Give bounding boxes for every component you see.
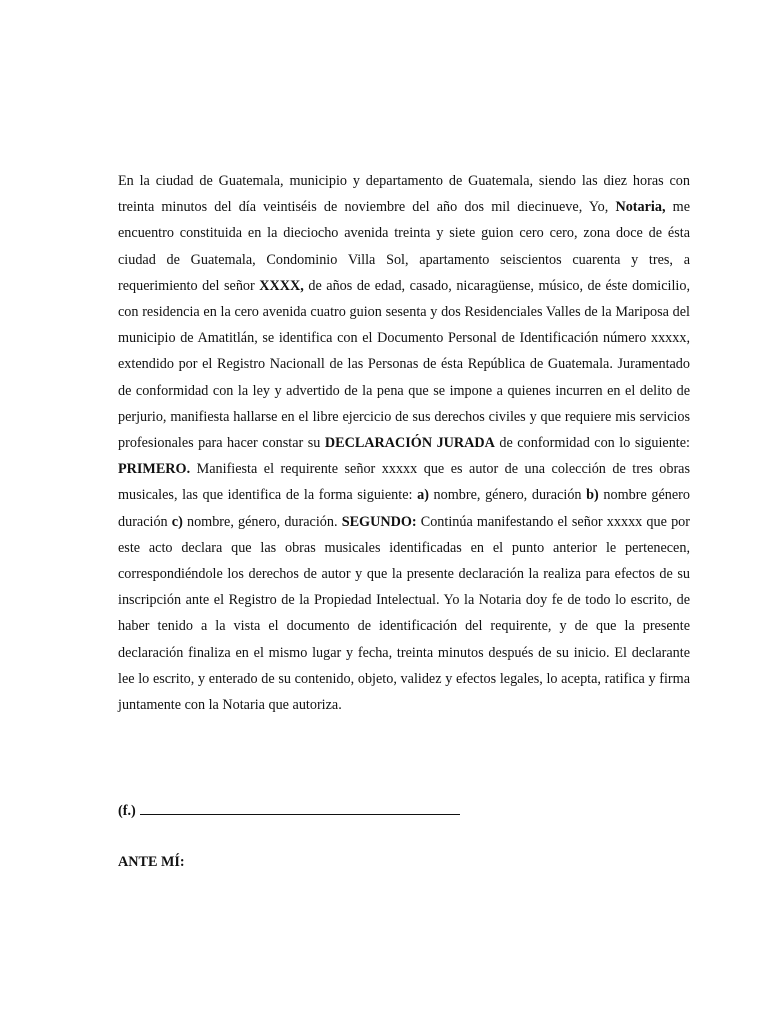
text-segment: de años de edad, casado, nicaragüense, músico, de éste domicilio, con residencia en la cero avenida cuatro guion sesenta y dos Residenciales Valles de la Mariposa del municipio de Amatitlán, se identifica con el Documento Personal de Identificación número xxxxx, extendido por el Registro Nacionall de las Personas de ésta República de Guatemala. Juramentado de conformidad con la ley y advertido de la pena que se impone a quienes incurren en el delito de perjurio, manifiesta hallarse en el libre ejercicio de sus derechos civiles y que requiere mis servicios profesionales para hacer constar su bbox=[118, 277, 691, 452]
signature-block bbox=[118, 800, 460, 822]
text-segment: nombre, género, duración bbox=[428, 487, 587, 504]
text-segment: de conformidad con lo siguiente: bbox=[494, 435, 690, 452]
declaration-paragraph bbox=[118, 168, 690, 718]
text-segment: nombre, género, duración. bbox=[182, 513, 342, 530]
item-a-bold: a) bbox=[417, 487, 429, 504]
text-segment: Manifiesta el requirente señor xxxxx que es autor de una colección de tres obras musicales, las que identifica de la forma siguiente: bbox=[118, 461, 690, 504]
text-segment: me encuentro constituida en la dieciocho avenida treinta y siete guion cero cero, zona doce de ésta ciudad de Guatemala, Condominio Villa Sol, apartamento seiscientos cuarenta y tres, a requerimiento del señor bbox=[118, 199, 690, 294]
ante-mi-heading: ANTE MÍ: bbox=[118, 854, 185, 870]
primero-bold: PRIMERO. bbox=[118, 461, 191, 478]
text-segment: En la ciudad de Guatemala, municipio y departamento de Guatemala, siendo las diez horas con treinta minutos del día veintiséis de noviembre del año dos mil diecinueve, Yo, bbox=[118, 173, 690, 216]
signature-line bbox=[140, 800, 460, 815]
segundo-bold: SEGUNDO: bbox=[341, 513, 417, 530]
item-c-bold: c) bbox=[171, 513, 183, 530]
item-b-bold: b) bbox=[586, 487, 599, 504]
declaracion-jurada-bold: DECLARACIÓN JURADA bbox=[324, 435, 495, 452]
text-segment: Continúa manifestando el señor xxxxx que por este acto declara que las obras musicales identificadas en el punto anterior le pertenecen, correspondiéndole los derechos de autor y que la presente declaración la realiza para efectos de su inscripción ante el Registro de la Propiedad Intelectual. Yo la Notaria doy fe de todo lo escrito, de haber tenido a la vista el documento de identificación del requirente, y de que la presente declaración finaliza en el mismo lugar y fecha, treinta minutos después de su inicio. El declarante lee lo escrito, y enterado de su contenido, objeto, validez y efectos legales, lo acepta, ratifica y firma juntamente con la Notaria que autoriza. bbox=[118, 513, 690, 714]
signature-label: (f.) bbox=[118, 803, 136, 819]
requirente-name-bold: XXXX, bbox=[259, 277, 304, 294]
text-segment: nombre género duración bbox=[118, 487, 690, 530]
notaria-bold: Notaria, bbox=[615, 199, 666, 216]
